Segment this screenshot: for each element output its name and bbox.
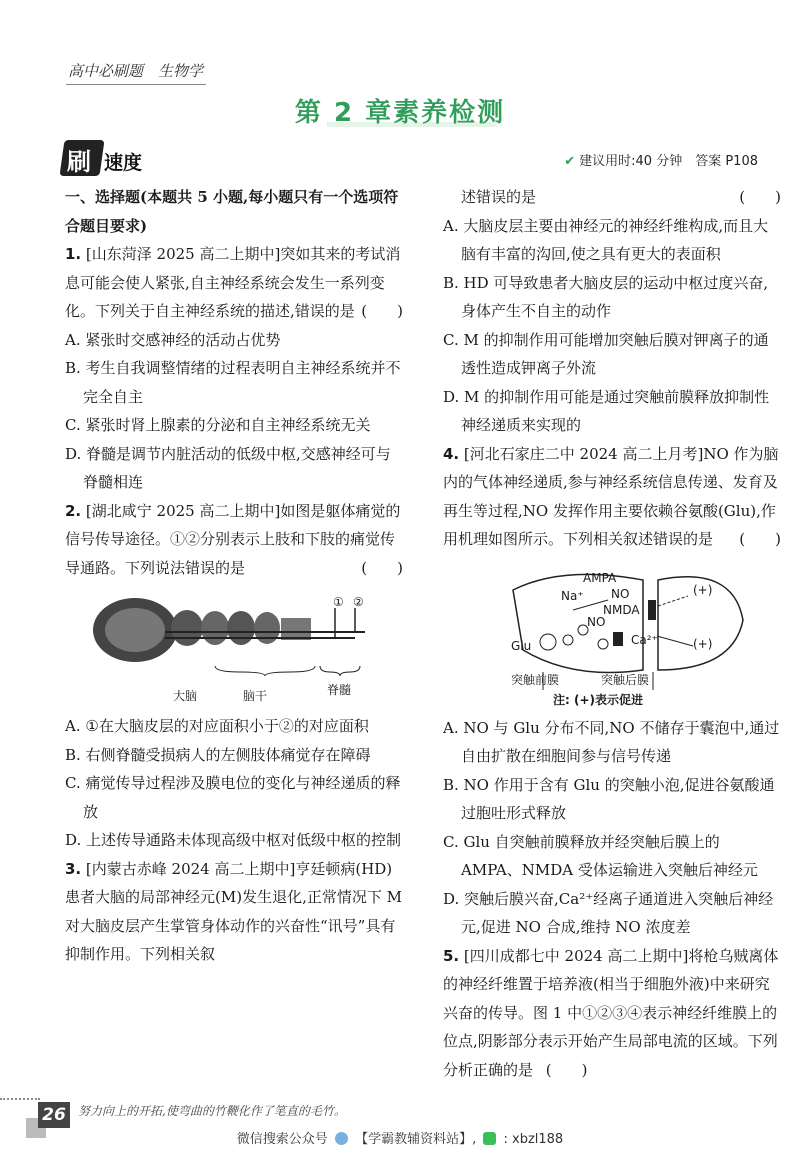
answer-blank: ( ) bbox=[545, 1060, 588, 1079]
question-number: 1. bbox=[65, 245, 82, 263]
fig-label-postsynaptic: 突触后膜 bbox=[601, 672, 650, 687]
answer-blank: ( ) bbox=[361, 302, 403, 320]
question-stem-continued: 述错误的是 bbox=[461, 188, 537, 206]
fig-label-presynaptic: 突触前膜 bbox=[511, 672, 560, 687]
question-4 bbox=[443, 440, 783, 554]
option-d: D. 突触后膜兴奋,Ca²⁺经离子通道进入突触后神经元,促进 NO 合成,维持 NO 浓度差 bbox=[443, 889, 774, 936]
answer-blank: ( ) bbox=[361, 558, 403, 577]
option-c: C. 痛觉传导过程涉及膜电位的变化与神经递质的释放 bbox=[65, 774, 401, 821]
option-b: B. 考生自我调整情绪的过程表明自主神经系统并不完全自主 bbox=[65, 359, 401, 406]
fig-label-two: ② bbox=[353, 595, 364, 609]
fig-label-nmda: NMDA bbox=[603, 602, 640, 617]
answer-blank: ( ) bbox=[739, 188, 781, 206]
option-a: A. NO 与 Glu 分布不同,NO 不储存于囊泡中,通过自由扩散在细胞间参与信号传递 bbox=[443, 718, 780, 765]
question-number: 5. bbox=[443, 946, 460, 965]
fig-label-glu: Glu bbox=[511, 638, 532, 653]
suggested-time-text: 建议用时:40 分钟 答案 P108 bbox=[579, 154, 758, 169]
fig-label-one: ① bbox=[333, 595, 344, 609]
section-title: 一、选择题(本题共 5 小题,每小题只有一个选项符合题目要求) bbox=[65, 188, 399, 235]
option-c: C. Glu 自突触前膜释放并经突触后膜上的 AMPA、NMDA 受体运输进入突触后神经元 bbox=[443, 832, 758, 879]
wechat-account-name: 【学霸教辅资料站】, bbox=[355, 1132, 477, 1147]
question-3 bbox=[65, 855, 405, 969]
synapse-figure bbox=[443, 560, 783, 710]
option-d: D. M 的抑制作用可能是通过突触前膜释放抑制性神经递质来实现的 bbox=[443, 387, 770, 434]
speed-badge bbox=[62, 140, 142, 176]
chapter-title: 第 2 章素养检测 bbox=[294, 98, 506, 128]
option-d: D. 上述传导通路未体现高级中枢对低级中枢的控制 bbox=[65, 831, 402, 849]
left-column bbox=[65, 183, 405, 969]
question-number: 4. bbox=[443, 444, 460, 463]
question-stem: [湖北咸宁 2025 高二上期中]如图是躯体痛觉的信号传导途径。①②分别表示上肢和下肢的痛觉传导通路。下列说法错误的是 bbox=[65, 501, 401, 577]
question-number: 2. bbox=[65, 501, 82, 520]
book-label: 高中必刷题 生物学 bbox=[68, 62, 204, 80]
option-d: D. 脊髓是调节内脏活动的低级中枢,交感神经可与脊髓相连 bbox=[65, 444, 391, 491]
question-3-continued bbox=[443, 183, 783, 212]
option-a: A. 紧张时交感神经的活动占优势 bbox=[65, 330, 281, 349]
check-icon: ✔ bbox=[564, 154, 576, 169]
question-2 bbox=[65, 497, 405, 583]
fig-label-no-top: NO bbox=[611, 586, 630, 601]
fig-label-plus-top: (+) bbox=[693, 582, 713, 597]
answer-blank: ( ) bbox=[739, 530, 781, 548]
option-a: A. 大脑皮层主要由神经元的神经纤维构成,而且大脑有丰富的沟回,使之具有更大的表面积 bbox=[443, 216, 769, 263]
speed-badge-sub: 速度 bbox=[104, 152, 143, 174]
fig-note: 注: (+)表示促进 bbox=[553, 692, 644, 707]
globe-icon bbox=[335, 1132, 348, 1145]
pain-pathway-figure bbox=[65, 588, 405, 708]
fig-label-na: Na⁺ bbox=[561, 588, 584, 603]
wechat-icon bbox=[483, 1132, 496, 1145]
option-a: A. ①在大脑皮层的对应面积小于②的对应面积 bbox=[65, 717, 369, 735]
wechat-watermark bbox=[0, 1128, 800, 1147]
fig-label-spine: 脊髓 bbox=[327, 683, 352, 697]
right-column bbox=[443, 183, 783, 1084]
option-c: C. M 的抑制作用可能增加突触后膜对钾离子的通透性造成钾离子外流 bbox=[443, 330, 769, 377]
suggested-time bbox=[564, 150, 758, 169]
question-5 bbox=[443, 942, 783, 1085]
question-stem: [河北石家庄二中 2024 高二上月考]NO 作为脑内的气体神经递质,参与神经系统信息传递、发育及再生等过程,NO 发挥作用主要依赖谷氨酸(Glu),作用机理如图所示。下列相关叙述错误的是 bbox=[443, 444, 779, 548]
footer-dotted-line bbox=[0, 1098, 40, 1106]
question-stem: [内蒙古赤峰 2024 高二上期中]亨廷顿病(HD)患者大脑的局部神经元(M)发生退化,正常情况下 M 对大脑皮层产生掌管身体动作的兴奋性“讯号”具有抑制作用。下列相关叙 bbox=[65, 859, 402, 963]
option-b: B. NO 作用于含有 Glu 的突触小泡,促进谷氨酸通过胞吐形式释放 bbox=[443, 775, 775, 822]
fig-label-ca: Ca²⁺ bbox=[631, 632, 658, 647]
header-divider bbox=[66, 84, 206, 85]
option-c: C. 紧张时肾上腺素的分泌和自主神经系统无关 bbox=[65, 416, 371, 434]
speed-badge-main: 刷 bbox=[67, 148, 91, 176]
question-stem: [四川成都七中 2024 高二上期中]将枪乌贼离体的神经纤维置于培养液(相当于细胞外液)中来研究兴奋的传导。图 1 中①②③④表示神经纤维膜上的位点,阴影部分表示开始产生局部电流的区域。下列分析正确的是 bbox=[443, 946, 779, 1079]
fig-label-plus-bottom: (+) bbox=[693, 636, 713, 651]
wechat-id: : xbzl188 bbox=[503, 1132, 564, 1147]
wechat-prefix: 微信搜索公众号 bbox=[236, 1132, 328, 1147]
fig-label-no-mid: NO bbox=[587, 614, 606, 629]
fig-label-ampa: AMPA bbox=[583, 570, 617, 585]
fig-label-brainstem: 脑干 bbox=[243, 689, 268, 703]
fig-label-brain: 大脑 bbox=[173, 689, 198, 703]
page-number: 26 bbox=[38, 1102, 70, 1128]
question-stem: [山东菏泽 2025 高二上期中]突如其来的考试消息可能会使人紧张,自主神经系统会发生一系列变化。下列关于自主神经系统的描述,错误的是 bbox=[65, 245, 401, 320]
option-b: B. 右侧脊髓受损病人的左侧肢体痛觉存在障碍 bbox=[65, 745, 371, 764]
footer-motto: 努力向上的开拓,使弯曲的竹鞭化作了笔直的毛竹。 bbox=[78, 1104, 346, 1118]
question-1 bbox=[65, 240, 405, 326]
option-b: B. HD 可导致患者大脑皮层的运动中枢过度兴奋,身体产生不自主的动作 bbox=[443, 273, 769, 320]
question-number: 3. bbox=[65, 859, 82, 878]
